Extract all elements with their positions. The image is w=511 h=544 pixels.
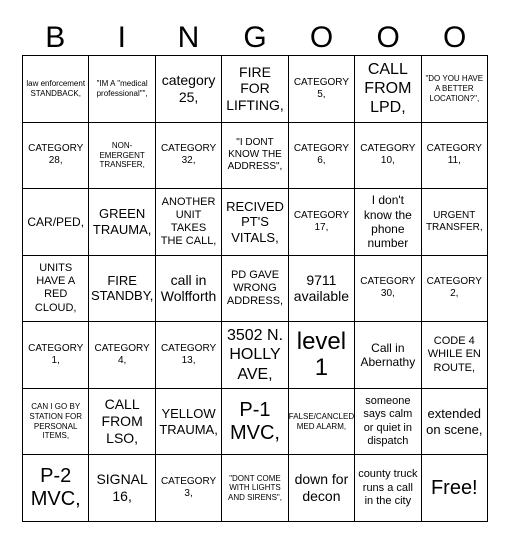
bingo-cell[interactable]: CALL FROM LSO, xyxy=(89,389,155,456)
bingo-cell[interactable]: "I DONT KNOW THE ADDRESS", xyxy=(222,123,288,190)
bingo-cell[interactable]: someone says calm or quiet in dispatch xyxy=(355,389,421,456)
header-letter-b: B xyxy=(45,21,66,54)
bingo-cell[interactable]: I don't know the phone number xyxy=(355,189,421,256)
bingo-cell[interactable]: 3502 N. HOLLY AVE, xyxy=(222,322,288,389)
bingo-cell[interactable]: RECIVED PT'S VITALS, xyxy=(222,189,288,256)
bingo-cell[interactable]: law enforcement STANDBACK, xyxy=(23,56,89,123)
bingo-cell[interactable]: CATEGORY 13, xyxy=(156,322,222,389)
bingo-cell[interactable]: Call in Abernathy xyxy=(355,322,421,389)
bingo-cell[interactable]: CATEGORY 28, xyxy=(23,123,89,190)
bingo-cell[interactable]: UNITS HAVE A RED CLOUD, xyxy=(23,256,89,323)
header-letter-o2: O xyxy=(376,21,400,54)
bingo-header xyxy=(22,18,488,58)
bingo-cell[interactable]: CATEGORY 17, xyxy=(289,189,355,256)
bingo-cell[interactable]: CATEGORY 3, xyxy=(156,455,222,522)
bingo-cell[interactable]: CAN I GO BY STATION FOR PERSONAL ITEMS, xyxy=(23,389,89,456)
bingo-board xyxy=(22,55,488,522)
bingo-cell[interactable]: "DO YOU HAVE A BETTER LOCATION?", xyxy=(422,56,488,123)
bingo-cell[interactable]: NON-EMERGENT TRANSFER, xyxy=(89,123,155,190)
bingo-cell[interactable]: CAR/PED, xyxy=(23,189,89,256)
bingo-cell[interactable]: CODE 4 WHILE EN ROUTE, xyxy=(422,322,488,389)
bingo-cell[interactable]: CATEGORY 4, xyxy=(89,322,155,389)
header-letter-n: N xyxy=(177,21,200,54)
bingo-cell[interactable]: CATEGORY 32, xyxy=(156,123,222,190)
bingo-cell[interactable]: YELLOW TRAUMA, xyxy=(156,389,222,456)
header-letter-i: I xyxy=(117,21,127,54)
bingo-cell[interactable]: 9711 available xyxy=(289,256,355,323)
bingo-cell[interactable]: category 25, xyxy=(156,56,222,123)
bingo-cell[interactable]: GREEN TRAUMA, xyxy=(89,189,155,256)
bingo-cell[interactable]: CATEGORY 5, xyxy=(289,56,355,123)
bingo-cell[interactable]: county truck runs a call in the city xyxy=(355,455,421,522)
bingo-cell[interactable]: CATEGORY 10, xyxy=(355,123,421,190)
bingo-cell[interactable]: FALSE/CANCLED MED ALARM, xyxy=(289,389,355,456)
bingo-cell[interactable]: CATEGORY 11, xyxy=(422,123,488,190)
header-letter-g: G xyxy=(243,21,267,54)
bingo-cell[interactable]: "IM A "medical professional"", xyxy=(89,56,155,123)
bingo-cell[interactable]: CATEGORY 1, xyxy=(23,322,89,389)
bingo-cell[interactable]: P-2 MVC, xyxy=(23,455,89,522)
bingo-cell[interactable]: URGENT TRANSFER, xyxy=(422,189,488,256)
bingo-cell[interactable]: level 1 xyxy=(289,322,355,389)
bingo-cell[interactable]: ANOTHER UNIT TAKES THE CALL, xyxy=(156,189,222,256)
bingo-cell[interactable]: FIRE STANDBY, xyxy=(89,256,155,323)
bingo-cell[interactable]: down for decon xyxy=(289,455,355,522)
bingo-cell[interactable]: call in Wolfforth xyxy=(156,256,222,323)
bingo-cell[interactable]: CALL FROM LPD, xyxy=(355,56,421,123)
header-letter-o3: O xyxy=(443,21,467,54)
bingo-cell[interactable]: FIRE FOR LIFTING, xyxy=(222,56,288,123)
bingo-cell[interactable]: CATEGORY 6, xyxy=(289,123,355,190)
bingo-cell[interactable]: CATEGORY 30, xyxy=(355,256,421,323)
bingo-cell[interactable]: "DONT COME WITH LIGHTS AND SIRENS", xyxy=(222,455,288,522)
free-space-cell[interactable]: Free! xyxy=(422,455,488,522)
bingo-cell[interactable]: SIGNAL 16, xyxy=(89,455,155,522)
header-letter-o1: O xyxy=(309,21,334,54)
bingo-cell[interactable]: PD GAVE WRONG ADDRESS, xyxy=(222,256,288,323)
bingo-cell[interactable]: extended on scene, xyxy=(422,389,488,456)
bingo-cell[interactable]: P-1 MVC, xyxy=(222,389,288,456)
bingo-cell[interactable]: CATEGORY 2, xyxy=(422,256,488,323)
